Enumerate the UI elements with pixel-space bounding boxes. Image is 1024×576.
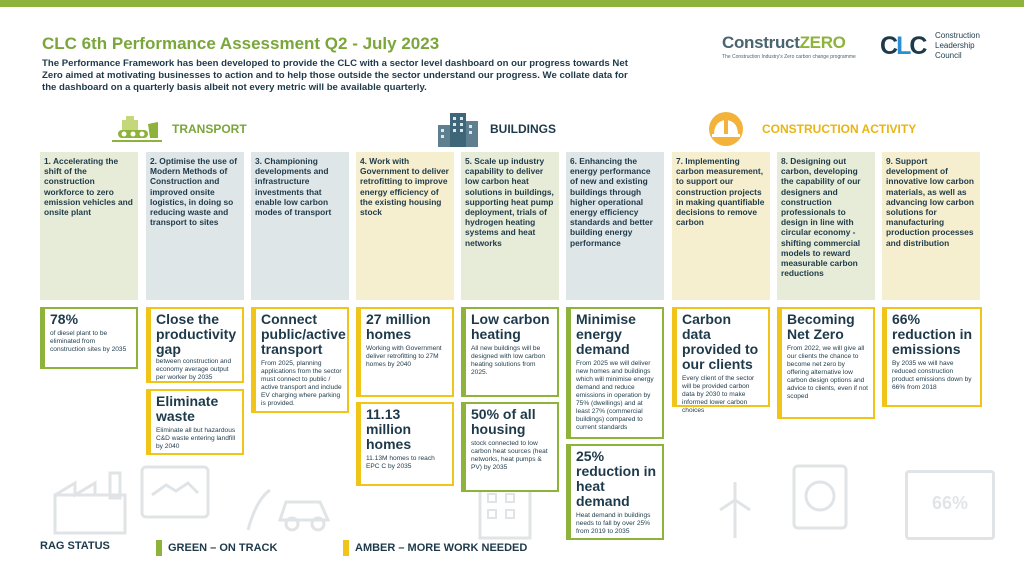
metric-card-minimise-energy-demand: Minimise energy demand From 2025 we will deliver new homes and buildings which will minimise energy demand and reduce emissions in operation by 75% (dwellings) and at least 27% (commercial buildings) compared to current standards [566, 307, 664, 439]
metric-card-net-zero: Becoming Net Zero From 2022, we will give all our clients the chance to become net zero by offering alternative low carbon design options and advice to clients, even if not scoped [777, 307, 875, 419]
rag-status-label: RAG STATUS [40, 540, 110, 552]
goal-3-description: 3. Championing developments and infrastructure investments that enable low carbon modes of transport [251, 152, 349, 300]
green-swatch [156, 540, 162, 556]
metric-card-diesel-plant: 78% of diesel plant to be eliminated from construction sites by 2035 [40, 307, 138, 369]
goal-5-description: 5. Scale up industry capability to deliver low carbon heat solutions in buildings, supporting heat pump deployment, trials of hydrogen heating systems and heat networks [461, 152, 559, 300]
category-transport: TRANSPORT [112, 111, 247, 147]
metric-card-50pct-housing: 50% of all housing stock connected to low carbon heat sources (heat networks, heat pumps & PV) by 2035 [461, 402, 559, 492]
category-buildings: BUILDINGS [436, 111, 556, 147]
bulldozer-icon [112, 114, 162, 144]
metric-card-11m-homes: 11.13 million homes 11.13M homes to reach EPC C by 2035 [356, 402, 454, 486]
metric-card-eliminate-waste: Eliminate waste Eliminate all but hazardous C&D waste entering landfill by 2040 [146, 389, 244, 455]
metric-card-heat-demand: 25% reduction in heat demand Heat demand in buildings needs to fall by over 25% from 2019 to 2035 [566, 444, 664, 540]
metric-card-27m-homes: 27 million homes Working with Government deliver retrofitting to 27M homes by 2040 [356, 307, 454, 397]
intro-text: The Performance Framework has been developed to provide the CLC with a sector level dashboard on our progress towards Net Zero aimed at motivating businesses to action and to help those outside the sector understand our progress. We collate data for the dashboard on a quarterly basis albeit not every metric will be available quarterly. [42, 58, 628, 93]
recycle-document-watermark-icon [790, 462, 850, 532]
page-title: CLC 6th Performance Assessment Q2 - July 2023 [42, 34, 440, 53]
construct-zero-logo: ConstructZERO The Construction Industry's Zero carbon change programme [722, 33, 856, 60]
metric-card-emissions-reduction: 66% reduction in emissions By 2035 we will have reduced construction product emissions down by 66% from 2018 [882, 307, 982, 407]
rag-green-legend: GREEN – ON TRACK [156, 540, 277, 556]
goal-8-description: 8. Designing out carbon, developing the capability of our designers and construction professionals to design in line with circular economy - shifting commercial models to reward measurable carbon reductions [777, 152, 875, 300]
handshake-watermark-icon [140, 465, 210, 520]
ev-car-watermark-icon [240, 480, 350, 535]
hard-hat-icon [706, 111, 746, 147]
metric-card-public-transport: Connect public/active transport From 2025, planning applications from the sector must connect to public / active transport and include EV charging where parking is provided. [251, 307, 349, 413]
category-construction-activity: CONSTRUCTION ACTIVITY [706, 111, 916, 147]
goal-2-description: 2. Optimise the use of Modern Methods of Construction and improved onsite logistics, in doing so reducing waste and transport to sites [146, 152, 244, 300]
percent-document-watermark-icon: 66% [905, 470, 995, 540]
goal-7-description: 7. Implementing carbon measurement, to support our construction projects in making quantifiable decisions to remove carbon [672, 152, 770, 300]
goal-9-description: 9. Support development of innovative low carbon materials, as well as advancing low carbon solutions for manufacturing production processes and distribution [882, 152, 980, 300]
amber-swatch [343, 540, 349, 556]
metric-card-productivity-gap: Close the productivity gap between construction and economy average output per worker by 2035 [146, 307, 244, 383]
metric-card-carbon-data: Carbon data provided to our clients Every client of the sector will be provided carbon data by 2030 to make informed lower carbon choices [672, 307, 770, 407]
buildings-icon [436, 111, 480, 147]
top-accent-bar [0, 0, 1024, 7]
goal-1-description: 1. Accelerating the shift of the construction workforce to zero emission vehicles and onsite plant [40, 152, 138, 300]
rag-amber-legend: AMBER – MORE WORK NEEDED [343, 540, 527, 556]
goal-4-description: 4. Work with Government to deliver retrofitting to improve energy efficiency of the existing housing stock [356, 152, 454, 300]
wind-turbine-watermark-icon [690, 480, 780, 540]
goal-6-description: 6. Enhancing the energy performance of new and existing buildings through higher operational energy efficiency standards and better building energy performance [566, 152, 664, 300]
clc-logo: CLC Construction Leadership Council [880, 31, 980, 60]
metric-card-low-carbon-heating: Low carbon heating All new buildings will be designed with low carbon heating solutions from 2025. [461, 307, 559, 397]
